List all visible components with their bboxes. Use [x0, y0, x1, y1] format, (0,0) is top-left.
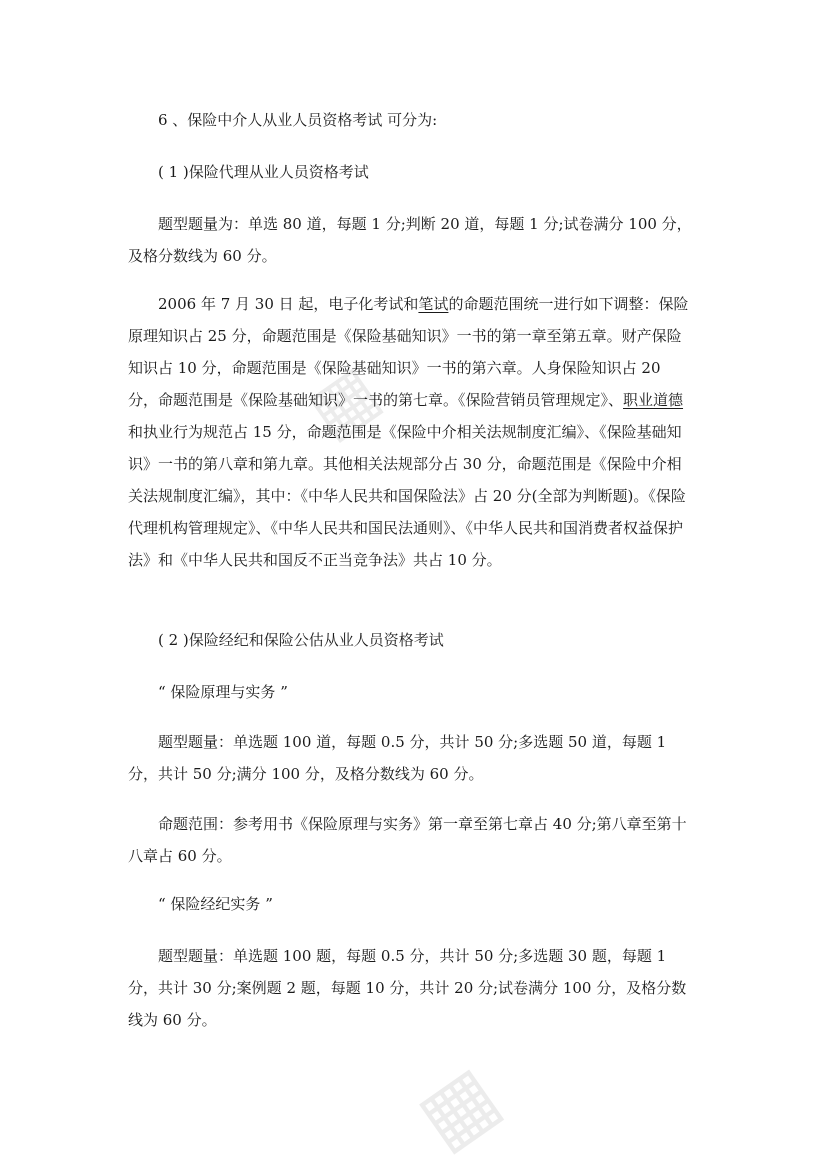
- subject-1-title: “ 保险原理与实务 ”: [158, 683, 288, 701]
- subsection-2-title: ( 2 )保险经纪和保险公估从业人员资格考试: [158, 631, 444, 649]
- scope-text-b: 的命题范围统一进行如下调整：保险原理知识占 25 分，命题范围是《保险基础知识》一书的第一章至第五章。财产保险知识占 10 分，命题范围是《保险基础知识》一书的第六章。人身保险知识占 20 分，命题范围是《保险基础知识》一书的第七章。《保险营销员管理规定》、: [128, 295, 689, 409]
- scope-text-c: 和执业行为规范占 15 分，命题范围是《保险中介相关法规制度汇编》、《保险基础知识》一书的第八章和第九章。其他相关法规部分占 30 分，命题范围是《保险中介相关法规制度汇编》，其中：《中华人民共和国保险法》占 20 分(全部为判断题)。《保险代理机构管理规定》、《中华人民共和国民法通则》、《中华人民共和国消费者权益保护法》和《中华人民共和国反不正当竞争法》共占 10 分。: [128, 423, 686, 569]
- watermark-mark: ▦: [292, 348, 394, 454]
- subsection-1-format-paragraph: 题型题量为：单选 80 道，每题 1 分;判断 20 道，每题 1 分;试卷满分 100 分，及格分数线为 60 分。: [128, 215, 692, 265]
- section-6-heading: 6 、保险中介人从业人员资格考试 可分为:: [158, 111, 438, 129]
- watermark-mark: ▦: [400, 1046, 516, 1167]
- subject-1-format-paragraph: 题型题量：单选题 100 道，每题 0.5 分，共计 50 分;多选题 50 道，每题 1 分，共计 50 分;满分 100 分，及格分数线为 60 分。: [128, 733, 667, 783]
- link-bishi[interactable]: 笔试: [418, 295, 449, 313]
- link-zhiye-daode[interactable]: 职业道德: [623, 391, 684, 409]
- scope-text-a: 2006 年 7 月 30 日 起，电子化考试和: [158, 295, 419, 313]
- subject-2-title: “ 保险经纪实务 ”: [158, 895, 273, 913]
- subsection-1-scope-paragraph: [128, 288, 694, 576]
- subject-1-scope-paragraph: 命题范围：参考用书《保险原理与实务》第一章至第七章占 40 分;第八章至第十八章占 60 分。: [128, 815, 687, 865]
- subject-2-format-paragraph: 题型题量：单选题 100 题，每题 0.5 分，共计 50 分;多选题 30 题，每题 1 分，共计 30 分;案例题 2 题，每题 10 分，共计 20 分;试卷满分 100 分，及格分数线为 60 分。: [128, 947, 687, 1029]
- subsection-1-title: ( 1 )保险代理从业人员资格考试: [158, 163, 369, 181]
